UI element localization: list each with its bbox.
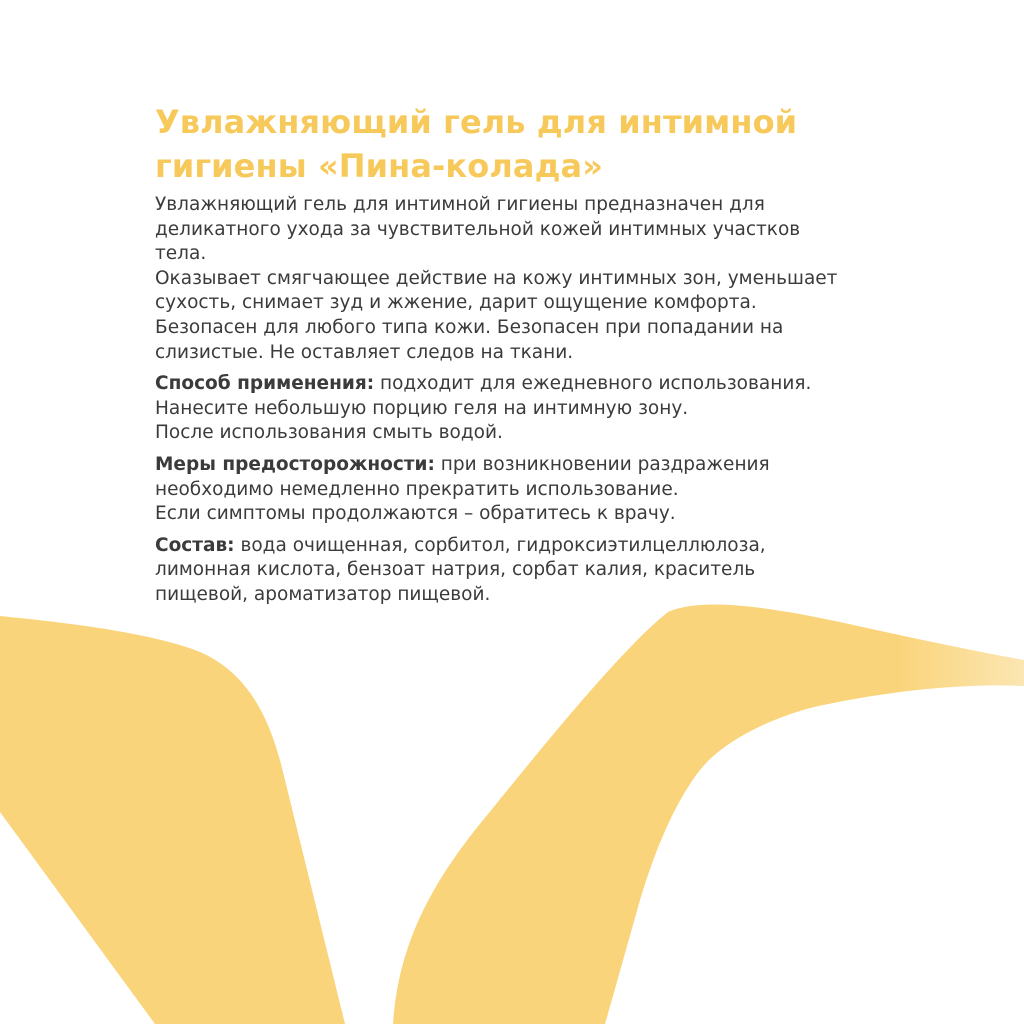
usage-section <box>155 372 915 446</box>
left-yellow-swoosh <box>0 616 345 1024</box>
composition-text: вода очищенная, сорбитол, гидроксиэтилцеллюлоза, лимонная кислота, бензоат натрия, сорбат калия, краситель пищевой, ароматизатор пищевой. <box>155 534 766 605</box>
product-info <box>155 100 915 608</box>
precautions-label: Меры предосторожности: <box>155 453 435 475</box>
precautions-section <box>155 453 915 527</box>
precautions-text: при возникновении раздражения необходимо немедленно прекратить использование. Если симптомы продолжаются – обратитесь к врачу. <box>155 453 770 525</box>
product-title: Увлажняющий гель для интимной гигиены «Пина-колада» <box>155 103 798 185</box>
composition-label: Состав: <box>155 534 235 556</box>
composition-section <box>155 534 915 608</box>
usage-label: Способ применения: <box>155 373 375 395</box>
product-description: Увлажняющий гель для интимной гигиены предназначен для деликатного ухода за чувствительной кожей интимных участков тела. Оказывает смягчающее действие на кожу интимных зон, уменьшает сухость, снимает зуд и жжение, дарит ощущение комфорта. Безопасен для любого типа кожи. Безопасен при попадании на слизистые. Не оставляет следов на ткани. <box>155 194 838 363</box>
usage-text: подходит для ежедневного использования. Нанесите небольшую порцию геля на интимную зону. После использования смыть водой. <box>155 373 812 444</box>
right-yellow-swoosh <box>393 605 1024 1024</box>
